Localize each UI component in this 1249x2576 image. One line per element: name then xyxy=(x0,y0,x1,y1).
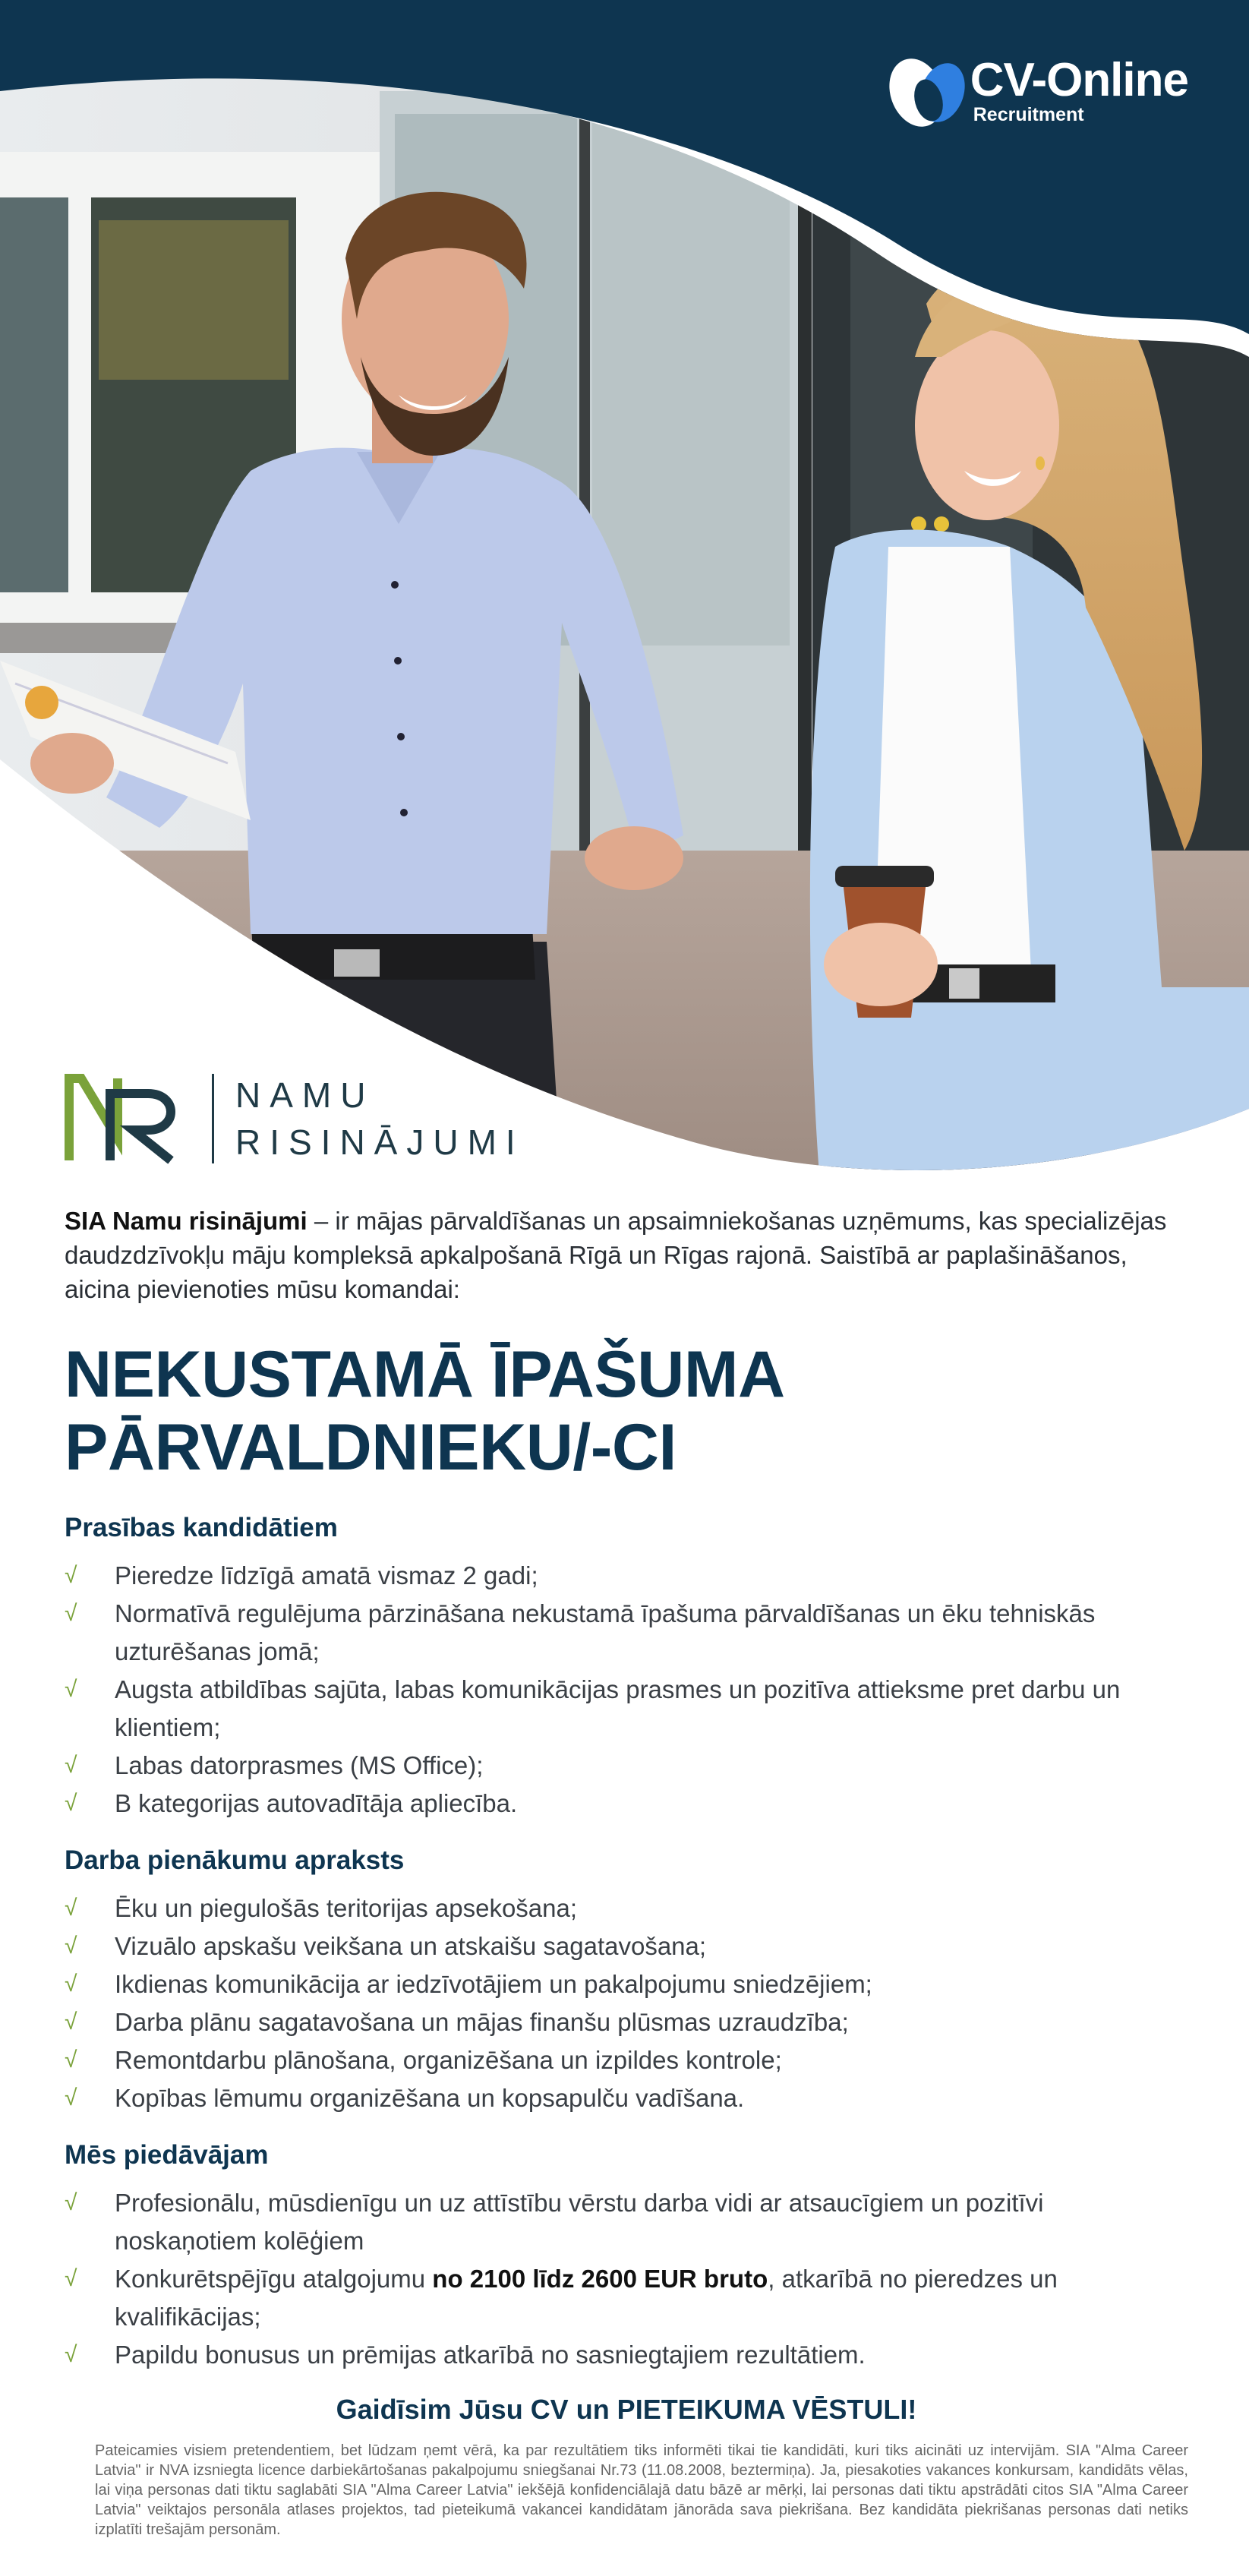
duties-list xyxy=(65,1889,1188,2117)
check-icon: √ xyxy=(65,2266,77,2291)
check-icon: √ xyxy=(65,2047,77,2072)
list-item-text: Profesionālu, mūsdienīgu un uz attīstību vērstu darba vidi ar atsaucīgiem un pozitīvi noskaņotiem kolēģiem xyxy=(115,2189,1044,2255)
job-title-line1: NEKUSTAMĀ ĪPAŠUMA xyxy=(65,1338,785,1411)
list-item-text: B kategorijas autovadītāja apliecība. xyxy=(115,1789,518,1817)
list-item-text: Vizuālo apskašu veikšana un atskaišu sagatavošana; xyxy=(115,1932,707,1960)
list-item xyxy=(65,2041,1188,2079)
intro-text: – ir mājas pārvaldīšanas un apsaimniekošanas uzņēmums, kas specializējas daudzdzīvokļu māju kompleksā apkalpošanā Rīgā un Rīgas rajonā. Saistībā ar paplašināšanos, aicina pievienoties mūsu komandai: xyxy=(65,1207,1167,1303)
list-item xyxy=(65,2336,1188,2374)
check-icon: √ xyxy=(65,2190,77,2215)
nr-monogram-logo-icon xyxy=(65,1071,194,1166)
company-name: SIA Namu risinājumi xyxy=(65,1207,308,1235)
logo-divider xyxy=(212,1074,214,1163)
intro-paragraph xyxy=(65,1204,1188,1306)
check-icon: √ xyxy=(65,1971,77,1997)
employer-logo xyxy=(65,1071,525,1166)
check-icon: √ xyxy=(65,2342,77,2367)
list-item xyxy=(65,1595,1188,1671)
list-item xyxy=(65,1557,1188,1595)
list-item-text: Pieredze līdzīgā amatā vismaz 2 gadi; xyxy=(115,1561,538,1589)
disclaimer-text: Pateicamies visiem pretendentiem, bet lūdzam ņemt vērā, ka par rezultātiem tiks informēti tikai tie kandidāti, kuri tiks aicināti uz intervijām. SIA "Alma Career Latvia" ir NVA izsniegta licence darbiekārtošanas pakalpojumu sniegšanai Nr.73 (11.08.2008, beztermiņa). Ja, piesakoties vakances konkursam, kandidāts vēlas, lai viņa personas dati tiktu saglabāti SIA "Alma Career Latvia" iekšējā konfidenciālajā datu bāzē ar mērķi, lai personas dati tiktu apstrādāti citos SIA "Alma Career Latvia" veiktajos personāla atlases projektos, tad pieteikumā vakancei kandidātam jānorāda sava piekrišana. Bez kandidāta piekrišanas personas dati netiks izplatīti trešajām personām. xyxy=(95,2442,1188,2538)
check-icon: √ xyxy=(65,1677,77,1702)
list-item xyxy=(65,1927,1188,1965)
call-to-action: Gaidīsim Jūsu CV un PIETEIKUMA VĒSTULI! xyxy=(336,2394,917,2425)
check-icon: √ xyxy=(65,1791,77,1816)
logo-word-namu: NAMU xyxy=(235,1075,375,1115)
salary-range: no 2100 līdz 2600 EUR bruto xyxy=(432,2265,768,2293)
logo-word-risinajumi: RISINĀJUMI xyxy=(235,1122,525,1162)
check-icon: √ xyxy=(65,1753,77,1778)
list-item-text: Labas datorprasmes (MS Office); xyxy=(115,1751,484,1779)
job-title xyxy=(65,1338,1188,1484)
salary-suffix: , atkarībā no pieredzes un kvalifikācijas; xyxy=(115,2265,1058,2331)
list-item xyxy=(65,2184,1188,2260)
list-item-text: Darba plānu sagatavošana un mājas finanšu plūsmas uzraudzība; xyxy=(115,2008,849,2036)
job-title-line2: PĀRVALDNIEKU/-CI xyxy=(65,1411,677,1484)
list-item-text: Ikdienas komunikācija ar iedzīvotājiem un pakalpojumu sniedzējiem; xyxy=(115,1970,872,1998)
hero-photo xyxy=(0,0,1249,1185)
list-item-text: Papildu bonusus un prēmijas atkarībā no sasniegtajiem rezultātiem. xyxy=(115,2341,866,2369)
brand-name: CV-Online xyxy=(970,53,1188,106)
list-item-text xyxy=(115,2265,1058,2331)
check-icon: √ xyxy=(65,1563,77,1588)
requirements-list xyxy=(65,1557,1188,1823)
list-item xyxy=(65,1785,1188,1823)
list-item xyxy=(65,1671,1188,1747)
cv-online-logo xyxy=(884,53,1188,129)
list-item-text: Remontdarbu plānošana, organizēšana un izpildes kontrole; xyxy=(115,2046,782,2074)
check-icon: √ xyxy=(65,1896,77,1921)
list-item xyxy=(65,1965,1188,2003)
offer-title: Mēs piedāvājam xyxy=(65,2140,269,2170)
hero-section xyxy=(0,0,1249,1185)
list-item xyxy=(65,2003,1188,2041)
offer-list xyxy=(65,2184,1188,2374)
list-item-text: Kopības lēmumu organizēšana un kopsapulču vadīšana. xyxy=(115,2084,745,2112)
list-item-text: Augsta atbildības sajūta, labas komunikācijas prasmes un pozitīva attieksme pret darbu un klientiem; xyxy=(115,1675,1121,1741)
duties-title: Darba pienākumu apraksts xyxy=(65,1845,405,1875)
list-item xyxy=(65,2079,1188,2117)
check-icon: √ xyxy=(65,2085,77,2110)
list-item xyxy=(65,2260,1188,2336)
job-ad-content xyxy=(65,1204,1188,2540)
list-item xyxy=(65,1747,1188,1785)
brand-subtitle: Recruitment xyxy=(973,103,1084,125)
check-icon: √ xyxy=(65,1934,77,1959)
list-item-text: Normatīvā regulējuma pārzināšana nekustamā īpašuma pārvaldīšanas un ēku tehniskās uzturēšanas jomā; xyxy=(115,1599,1096,1665)
cv-online-logo-spacer xyxy=(884,53,960,129)
list-item xyxy=(65,1889,1188,1927)
check-icon: √ xyxy=(65,2009,77,2035)
check-icon: √ xyxy=(65,1601,77,1626)
salary-prefix: Konkurētspējīgu atalgojumu xyxy=(115,2265,433,2293)
requirements-title: Prasības kandidātiem xyxy=(65,1513,338,1542)
list-item-text: Ēku un piegulošās teritorijas apsekošana; xyxy=(115,1894,578,1922)
